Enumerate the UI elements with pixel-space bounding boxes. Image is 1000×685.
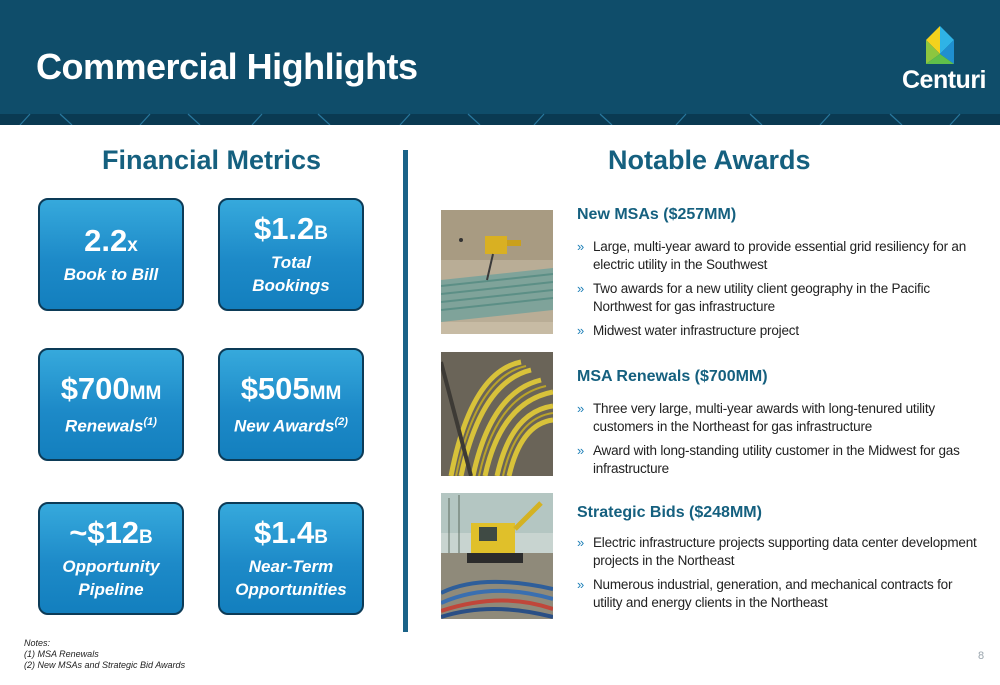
bullet-marker-icon: »	[577, 577, 585, 592]
header-pattern	[0, 111, 1000, 125]
centuri-logo	[900, 24, 986, 94]
award-title-strategic-bids: Strategic Bids ($248MM)	[577, 504, 762, 521]
bullet-marker-icon: »	[577, 323, 585, 338]
vertical-divider	[403, 150, 408, 632]
award-bullets-new-msas	[577, 238, 977, 346]
bullet-marker-icon: »	[577, 535, 585, 550]
list-item: » Electric infrastructure projects supporting data center development projects in the Northeast	[577, 535, 977, 568]
award-title-msa-renewals: MSA Renewals ($700MM)	[577, 368, 768, 385]
coiled-pipe-photo	[441, 352, 553, 476]
metric-label: Near-Term Opportunities	[235, 557, 347, 599]
metric-label: Book to Bill	[63, 264, 159, 284]
notable-awards-title: Notable Awards	[608, 145, 811, 175]
header-banner	[0, 0, 1000, 125]
metric-label: Total Bookings	[252, 253, 330, 295]
aerial-construction-image	[441, 210, 553, 334]
list-item: » Midwest water infrastructure project	[577, 323, 799, 338]
award-title-new-msas: New MSAs ($257MM)	[577, 206, 737, 223]
logo-mark-icon	[900, 24, 980, 68]
metric-book-to-bill	[38, 198, 184, 311]
award-bullets-msa-renewals	[577, 400, 977, 484]
metric-value: $700MM	[60, 370, 162, 406]
bullet-marker-icon: »	[577, 239, 585, 254]
list-item: » Two awards for a new utility client geography in the Pacific Northwest for gas infrastructure	[577, 281, 930, 314]
notes-heading: Notes:	[24, 638, 51, 648]
note-line: (1) MSA Renewals	[24, 649, 99, 659]
page-title: Commercial Highlights	[36, 46, 418, 87]
metric-opportunity-pipeline	[38, 502, 184, 615]
metric-total-bookings	[218, 198, 364, 311]
bullet-marker-icon: »	[577, 401, 585, 416]
metric-renewals	[38, 348, 184, 461]
coiled-pipe-image	[441, 352, 553, 476]
list-item: » Large, multi-year award to provide essential grid resiliency for an electric utility in the Southwest	[577, 239, 967, 272]
list-item: » Award with long-standing utility customer in the Midwest for gas infrastructure	[577, 443, 960, 476]
financial-metrics-title: Financial Metrics	[102, 145, 322, 175]
note-line: (2) New MSAs and Strategic Bid Awards	[24, 660, 186, 670]
bullet-marker-icon: »	[577, 443, 585, 458]
excavator-site-photo	[441, 493, 553, 619]
aerial-construction-photo	[441, 210, 553, 334]
metric-value: $1.4B	[253, 515, 329, 550]
excavator-site-image	[441, 493, 553, 619]
metric-value: $1.2B	[253, 211, 329, 246]
metric-near-term-opportunities	[218, 502, 364, 615]
footnotes	[24, 638, 185, 671]
page-number: 8	[978, 650, 985, 662]
metric-value: $505MM	[240, 370, 342, 406]
list-item: » Numerous industrial, generation, and mechanical contracts for utility and energy clients in the Northeast	[577, 577, 953, 610]
award-bullets-strategic-bids	[577, 534, 977, 618]
metric-label: Renewals$^{(1)}$	[65, 415, 157, 436]
list-item: » Three very large, multi-year awards with long-tenured utility customers in the Northeast for gas infrastructure	[577, 401, 935, 434]
metric-label: Opportunity Pipeline	[62, 557, 160, 599]
metric-new-awards	[218, 348, 364, 461]
metric-value: 2.2x	[84, 222, 138, 258]
metric-value: ~$12B	[69, 515, 153, 550]
bullet-marker-icon: »	[577, 281, 585, 296]
metric-label: New Awards$^{(2)}$	[234, 415, 348, 436]
logo-text: Centuri	[902, 66, 986, 94]
